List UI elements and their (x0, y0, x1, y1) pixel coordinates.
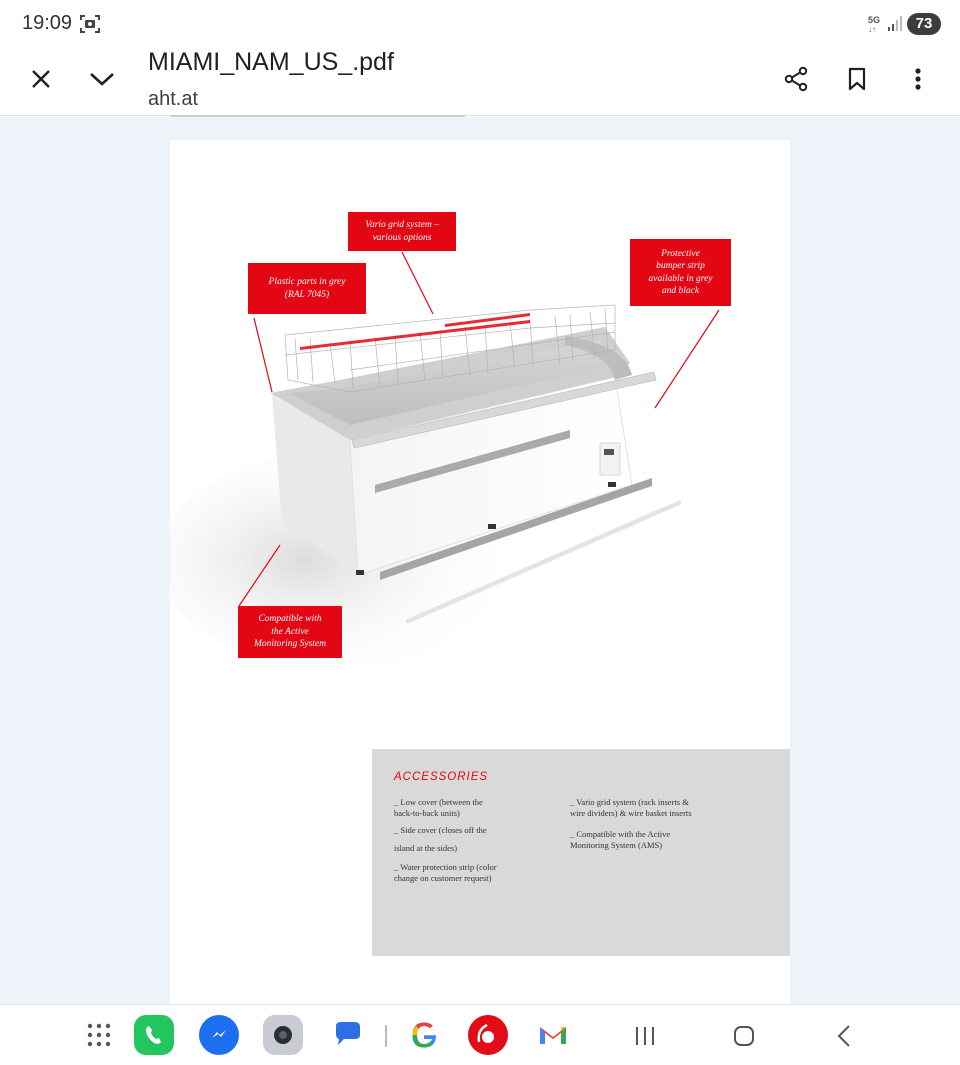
signal-icon (866, 12, 906, 34)
document-title: MIAMI_NAM_US_.pdf (148, 48, 394, 76)
battery-indicator: 73 (907, 13, 941, 35)
apps-grid-icon[interactable] (79, 1015, 119, 1055)
phone-icon[interactable] (134, 1015, 174, 1055)
share-icon[interactable] (776, 59, 816, 99)
accessory-item: island at the sides) (394, 843, 458, 853)
svg-text:↓↑: ↓↑ (868, 25, 876, 34)
google-icon[interactable] (404, 1015, 444, 1055)
opera-icon[interactable] (468, 1015, 508, 1055)
navigation-bar (0, 1004, 960, 1065)
accessory-item: _ Compatible with the Active Monitoring System (AMS) (570, 829, 671, 850)
pdf-page[interactable] (170, 140, 790, 1004)
status-bar (0, 0, 960, 48)
messenger-icon[interactable] (199, 1015, 239, 1055)
accessories-title: ACCESSORIES (394, 771, 489, 783)
bookmark-icon[interactable] (837, 59, 877, 99)
callout-vario-grid: Vario grid system – various options (348, 212, 456, 251)
accessory-item: _ Low cover (between the back-to-back units) (394, 797, 483, 818)
accessory-item: _ Side cover (closes off the (394, 825, 487, 835)
back-icon[interactable] (827, 1019, 861, 1053)
home-icon[interactable] (727, 1019, 761, 1053)
document-source: aht.at (148, 88, 199, 110)
chevron-down-icon[interactable] (82, 59, 122, 99)
app-bar (0, 48, 960, 116)
dock-divider (385, 1025, 387, 1047)
accessories-panel (372, 749, 790, 956)
status-time: 19:09 (22, 12, 73, 34)
pdf-viewer[interactable] (0, 117, 960, 1004)
more-vert-icon[interactable] (898, 59, 938, 99)
accessory-item: _ Vario grid system (rack inserts & wire dividers) & wire basket inserts (570, 797, 692, 818)
callout-bumper-strip: Protective bumper strip available in grey and black (630, 239, 731, 306)
callout-monitoring-system: Compatible with the Active Monitoring System (238, 606, 342, 658)
close-icon[interactable] (21, 59, 61, 99)
accessory-item: _ Water protection strip (color change on customer request) (394, 862, 497, 883)
camera-icon[interactable] (263, 1015, 303, 1055)
recents-icon[interactable] (628, 1019, 662, 1053)
gmail-icon[interactable] (533, 1015, 573, 1055)
messages-icon[interactable] (328, 1015, 368, 1055)
svg-text:5G: 5G (868, 15, 881, 25)
callout-plastic-parts: Plastic parts in grey (RAL 7045) (248, 263, 366, 314)
screenshot-icon (79, 13, 101, 35)
